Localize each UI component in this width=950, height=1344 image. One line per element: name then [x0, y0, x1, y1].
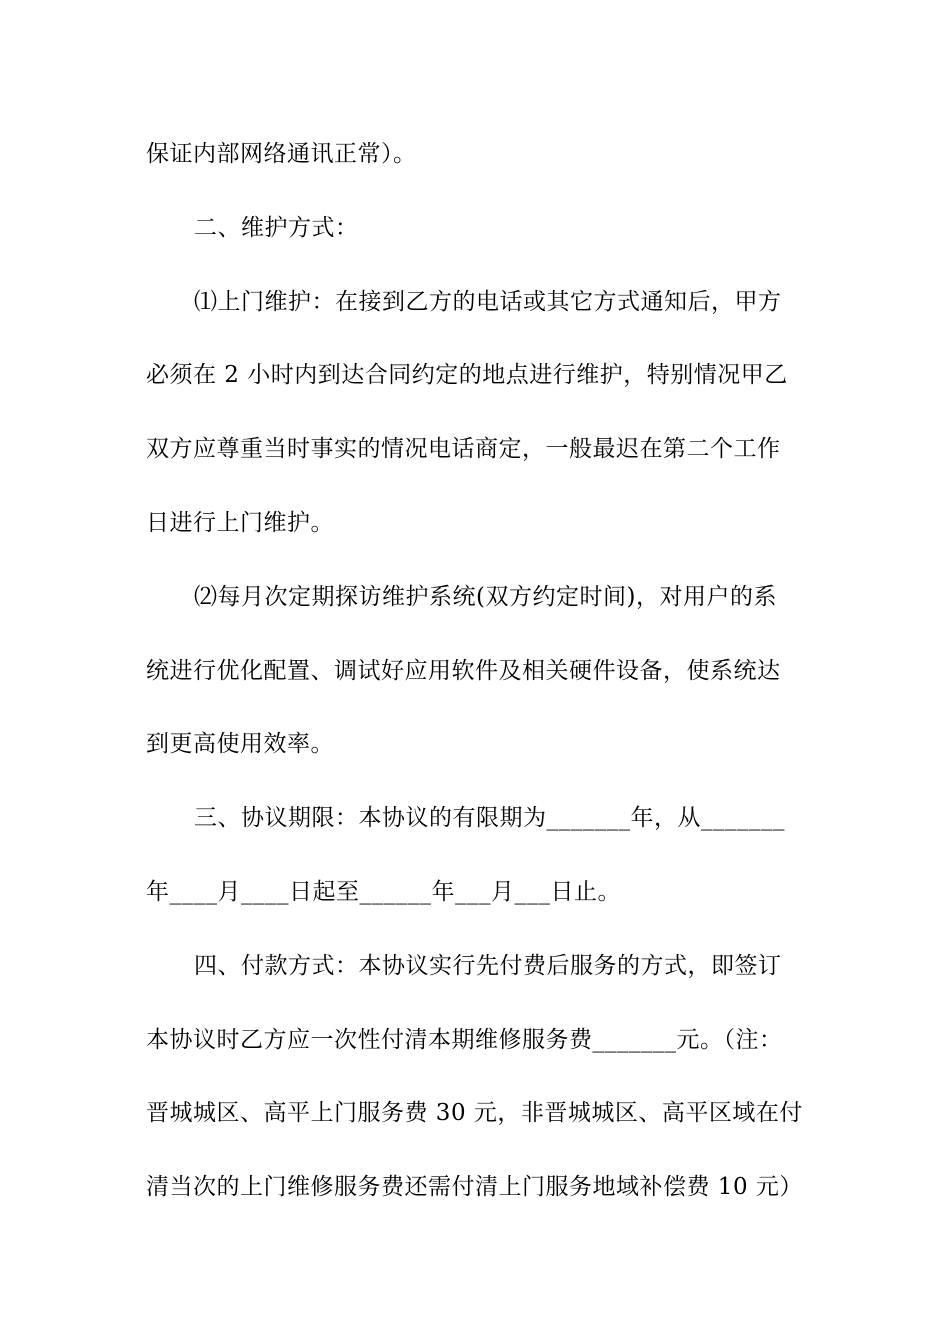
text-line-8: 统进行优化配置、调试好应用软件及相关硬件设备，使系统达	[146, 658, 781, 684]
text-line-14: 晋城城区、高平上门服务费 30 元，非晋城城区、高平区域在付	[146, 1100, 803, 1126]
section-heading-payment-method: 四、付款方式：本协议实行先付费后服务的方式，即签订	[194, 953, 782, 979]
text-line-11: 年____月____日起至______年___月___日止。	[146, 879, 621, 905]
section-heading-agreement-term: 三、协议期限：本协议的有限期为_______年，从_______	[194, 805, 785, 831]
text-line-6: 日进行上门维护。	[146, 510, 334, 536]
text-line-1: 保证内部网络通讯正常）。	[146, 141, 417, 167]
section-heading-maintenance-method: 二、维护方式：	[194, 215, 359, 241]
text-line-7: ⑵每月次定期探访维护系统(双方约定时间)，对用户的系	[194, 584, 777, 610]
text-line-5: 双方应尊重当时事实的情况电话商定，一般最迟在第二个工作	[146, 436, 781, 462]
text-line-15: 清当次的上门维修服务费还需付清上门服务地域补偿费 10 元）	[146, 1174, 803, 1200]
text-line-13: 本协议时乙方应一次性付清本期维修服务费_______元。（注：	[146, 1027, 783, 1053]
text-line-4: 必须在 2 小时内到达合同约定的地点进行维护，特别情况甲乙	[146, 362, 788, 388]
text-line-3: ⑴上门维护：在接到乙方的电话或其它方式通知后，甲方	[194, 289, 782, 315]
text-line-9: 到更高使用效率。	[146, 731, 334, 757]
